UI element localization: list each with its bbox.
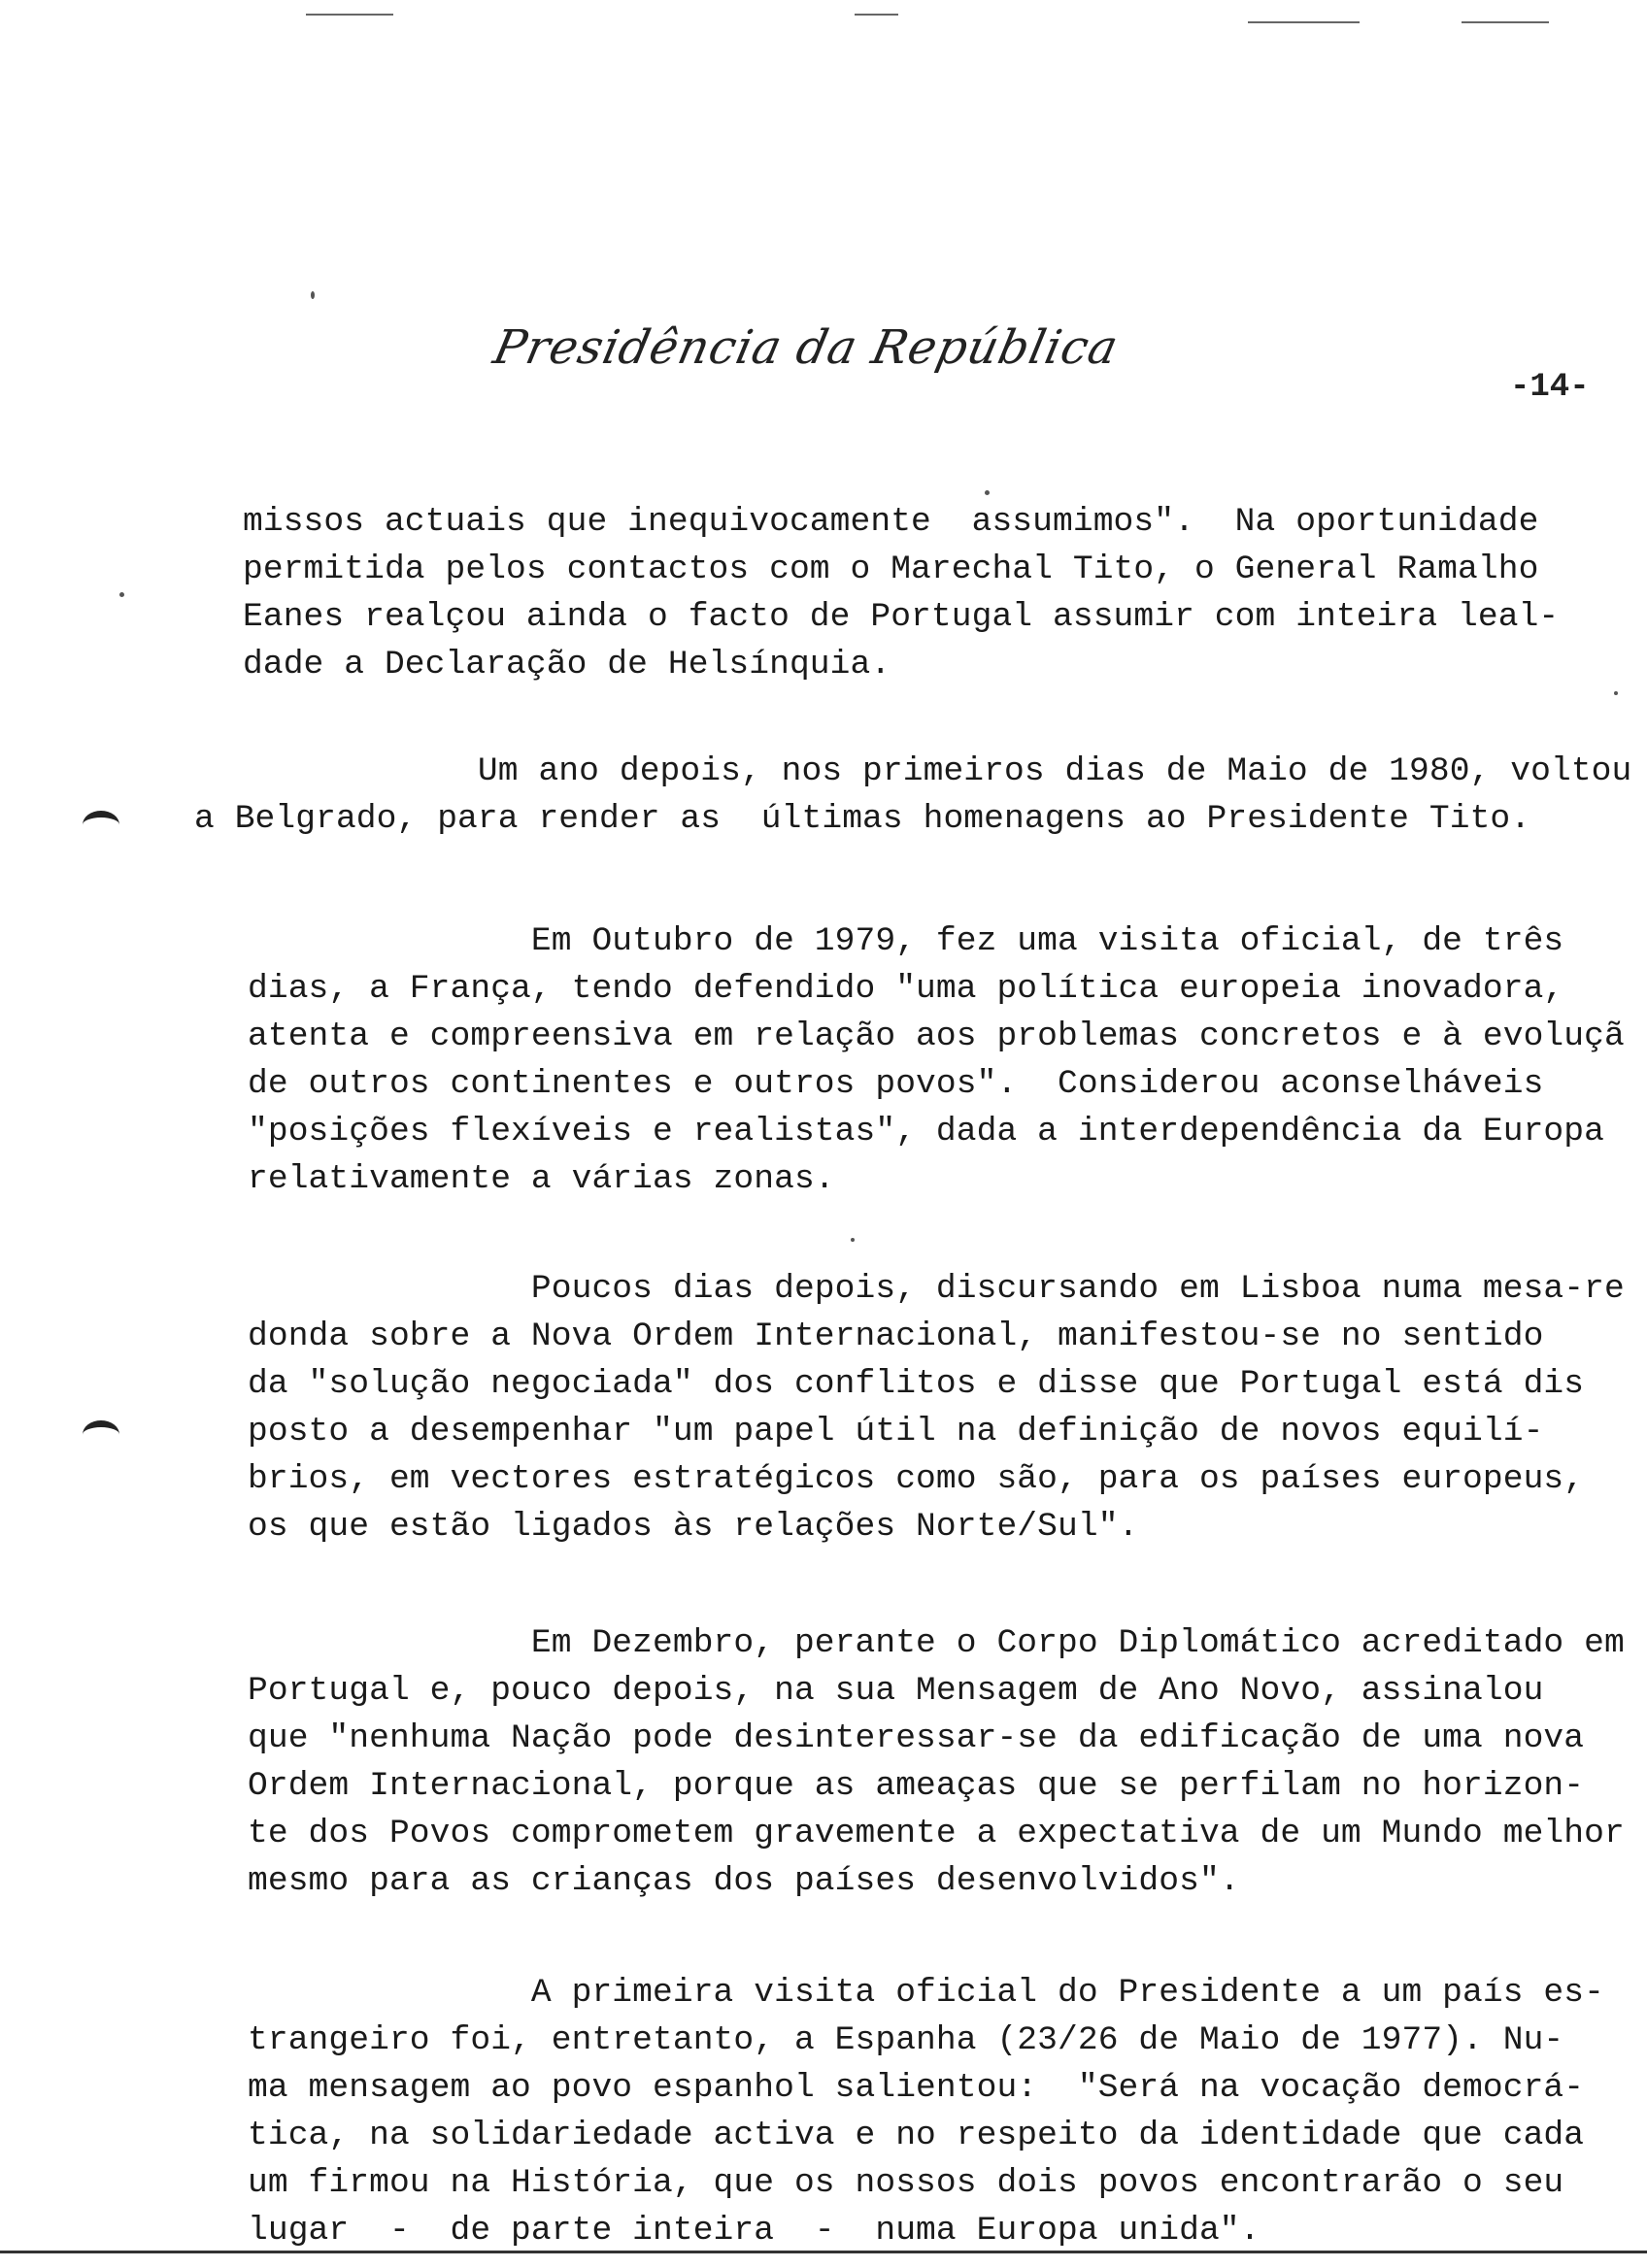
text-line: Ordem Internacional, porque as ameaças que se perfilam no horizon- — [248, 1767, 1585, 1805]
scan-artifact — [985, 490, 990, 495]
paragraph — [194, 748, 1631, 843]
scan-artifact — [1248, 21, 1360, 23]
scan-artifact — [1462, 21, 1549, 23]
text-line: tica, na solidariedade activa e no respeito da identidade que cada — [248, 2117, 1585, 2154]
paragraph — [248, 917, 1625, 1203]
text-line: dias, a França, tendo defendido "uma política europeia inovadora, — [248, 970, 1564, 1008]
text-line: da "solução negociada" dos conflitos e disse que Portugal está dis — [248, 1365, 1585, 1403]
text-line: Em Outubro de 1979, fez uma visita oficial, de três — [248, 922, 1564, 960]
margin-mark — [83, 1420, 119, 1449]
text-line: te dos Povos comprometem gravemente a expectativa de um Mundo melhor — [248, 1815, 1625, 1852]
text-line: Em Dezembro, perante o Corpo Diplomático acreditado em — [248, 1624, 1625, 1662]
paragraph — [248, 1619, 1625, 1905]
text-line: atenta e compreensiva em relação aos problemas concretos e à evoluçã — [248, 1017, 1625, 1055]
text-line: Portugal e, pouco depois, na sua Mensagem de Ano Novo, assinalou — [248, 1672, 1544, 1710]
text-line: relativamente a várias zonas. — [248, 1160, 835, 1198]
text-line: Eanes realçou ainda o facto de Portugal assumir com inteira leal- — [243, 598, 1560, 636]
text-line: dade a Declaração de Helsínquia. — [243, 646, 891, 684]
text-line: mesmo para as crianças dos países desenvolvidos". — [248, 1862, 1240, 1900]
text-line: Poucos dias depois, discursando em Lisboa numa mesa-re — [248, 1270, 1625, 1308]
text-line: a Belgrado, para render as últimas homenagens ao Presidente Tito. — [194, 800, 1531, 838]
text-line: brios, em vectores estratégicos como são, para os países europeus, — [248, 1460, 1585, 1498]
text-line: trangeiro foi, entretanto, a Espanha (23/26 de Maio de 1977). Nu- — [248, 2021, 1564, 2059]
text-line: donda sobre a Nova Ordem Internacional, manifestou-se no sentido — [248, 1317, 1544, 1355]
paragraph — [243, 498, 1559, 688]
text-line: A primeira visita oficial do Presidente a um país es- — [248, 1974, 1604, 2012]
text-line: de outros continentes e outros povos". Considerou aconselháveis — [248, 1065, 1544, 1103]
letterhead: Presidência da República — [488, 320, 1124, 375]
text-line: permitida pelos contactos com o Marechal Tito, o General Ramalho — [243, 550, 1539, 588]
text-line: que "nenhuma Nação pode desinteressar-se da edificação de uma nova — [248, 1719, 1585, 1757]
scan-bottom-edge — [0, 2251, 1647, 2253]
scan-artifact — [306, 14, 393, 16]
paragraph — [248, 1265, 1625, 1551]
text-line: posto a desempenhar "um papel útil na definição de novos equilí- — [248, 1413, 1544, 1451]
scan-artifact — [855, 14, 898, 16]
text-line: Um ano depois, nos primeiros dias de Maio de 1980, voltou — [194, 752, 1632, 790]
text-line: lugar - de parte inteira - numa Europa unida". — [248, 2212, 1260, 2250]
scan-artifact — [119, 592, 124, 597]
scan-artifact — [311, 291, 315, 299]
text-line: os que estão ligados às relações Norte/Sul". — [248, 1508, 1139, 1546]
scan-artifact — [851, 1238, 855, 1242]
text-line: missos actuais que inequivocamente assumimos". Na oportunidade — [243, 503, 1539, 541]
text-line: ma mensagem ao povo espanhol salientou: "Será na vocação democrá- — [248, 2069, 1585, 2107]
text-line: um firmou na História, que os nossos dois povos encontrarão o seu — [248, 2164, 1564, 2202]
margin-mark — [83, 811, 119, 839]
paragraph — [248, 1969, 1604, 2254]
scan-artifact — [1614, 691, 1618, 695]
page-number: -14- — [1510, 369, 1590, 406]
text-line: "posições flexíveis e realistas", dada a interdependência da Europa — [248, 1113, 1604, 1151]
